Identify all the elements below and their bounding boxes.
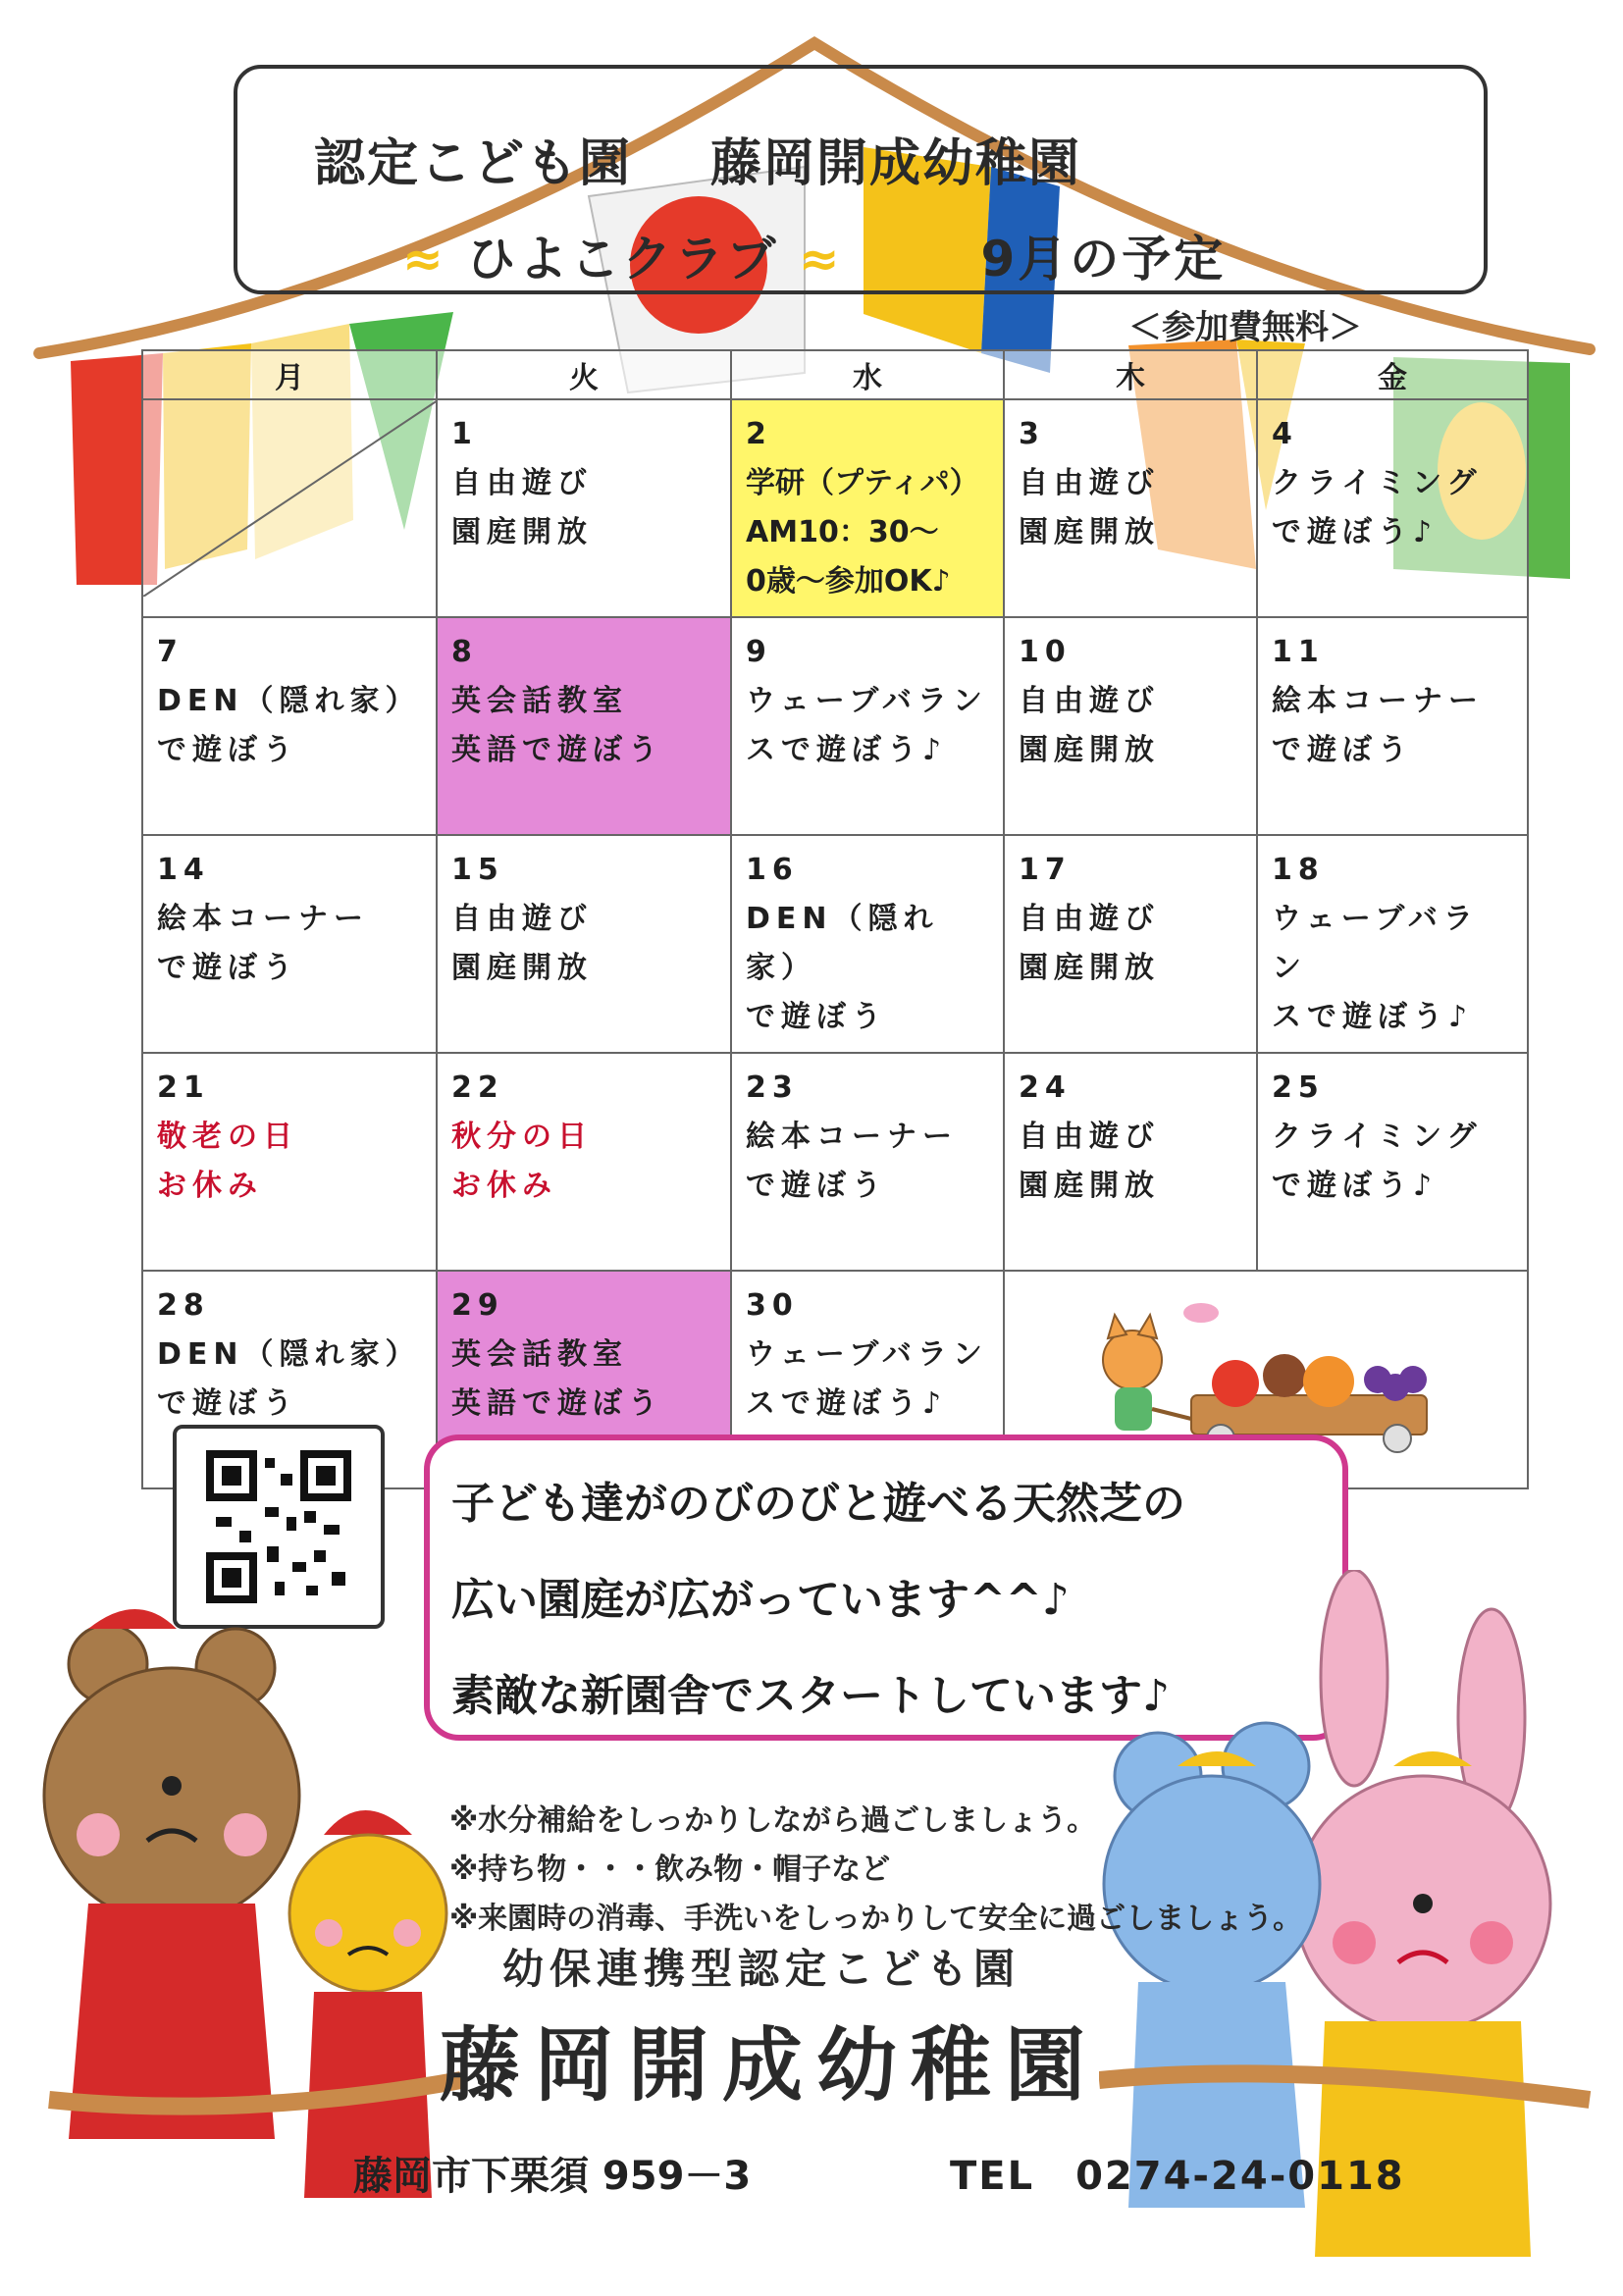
event-line: 自由遊び <box>451 902 593 936</box>
day-number: 3 <box>1019 417 1045 451</box>
event-line: 0歳～参加OK♪ <box>746 564 951 599</box>
calendar-day-cell <box>731 835 1004 1053</box>
event-line: で遊ぼう <box>746 1169 887 1203</box>
event-line: DEN（隠れ家） <box>157 1337 421 1372</box>
day-number: 10 <box>1019 635 1072 669</box>
calendar-day-cell <box>1257 835 1528 1053</box>
calendar-day-cell <box>1004 1053 1257 1271</box>
calendar-week-row <box>142 835 1528 1053</box>
event-line: スで遊ぼう♪ <box>746 1386 948 1421</box>
event-line: 自由遊び <box>1019 1120 1160 1154</box>
day-number: 7 <box>157 635 183 669</box>
note-line: ※持ち物・・・飲み物・帽子など <box>449 1852 891 1887</box>
event-line: 園庭開放 <box>1019 1169 1160 1203</box>
event-line: で遊ぼう <box>157 951 298 985</box>
event-line: ウェーブバラン <box>746 1337 988 1372</box>
event-line: 園庭開放 <box>451 515 593 549</box>
club-name: ひよこクラブ <box>466 231 779 287</box>
event-line: AM10：30～ <box>746 515 939 549</box>
calendar-week-row <box>142 617 1528 835</box>
event-line: 自由遊び <box>1019 902 1160 936</box>
calendar-day-cell <box>142 835 437 1053</box>
event-line: 英語で遊ぼう <box>451 733 663 767</box>
calendar-day-cell <box>142 617 437 835</box>
holiday-line: お休み <box>451 1169 557 1203</box>
header-subtitle <box>402 220 1226 290</box>
calendar-week-row <box>142 399 1528 617</box>
school-name: 藤岡開成幼稚園 <box>710 134 1082 193</box>
event-line: で遊ぼう♪ <box>1272 1169 1439 1203</box>
calendar-day-cell <box>1004 399 1257 617</box>
calendar-day-cell <box>1004 617 1257 835</box>
message-line: 子ども達がのびのびと遊べる天然芝の <box>451 1479 1185 1529</box>
weekday-header-row <box>142 350 1528 399</box>
event-line: 園庭開放 <box>1019 515 1160 549</box>
day-number: 18 <box>1272 853 1325 887</box>
day-number: 28 <box>157 1288 210 1323</box>
day-number: 9 <box>746 635 772 669</box>
day-number: 24 <box>1019 1070 1072 1105</box>
event-line: 自由遊び <box>1019 466 1160 500</box>
day-number: 14 <box>157 853 210 887</box>
day-number: 21 <box>157 1070 210 1105</box>
event-line: 絵本コーナー <box>746 1120 958 1154</box>
message-line: 素敵な新園舎でスタートしています♪ <box>451 1671 1171 1721</box>
holiday-line: 秋分の日 <box>451 1120 593 1154</box>
event-line: 英語で遊ぼう <box>451 1386 663 1421</box>
weekday-header: 金 <box>1257 350 1528 399</box>
event-line: DEN（隠れ家） <box>157 684 421 718</box>
event-line: で遊ぼう♪ <box>1272 515 1439 549</box>
day-number: 2 <box>746 417 772 451</box>
day-number: 22 <box>451 1070 504 1105</box>
day-number: 25 <box>1272 1070 1325 1105</box>
calendar-week-row <box>142 1053 1528 1271</box>
empty-day-cell <box>142 399 437 617</box>
note-line: ※水分補給をしっかりしながら過ごしましょう。 <box>449 1803 1097 1838</box>
calendar-day-cell <box>142 1053 437 1271</box>
day-number: 29 <box>451 1288 504 1323</box>
day-number: 30 <box>746 1288 799 1323</box>
day-number: 17 <box>1019 853 1072 887</box>
calendar-table <box>141 349 1529 1489</box>
day-number: 4 <box>1272 417 1298 451</box>
event-line: スで遊ぼう♪ <box>746 733 948 767</box>
calendar-day-cell-highlight <box>731 399 1004 617</box>
event-line: クライミング <box>1272 466 1483 500</box>
weekday-header: 火 <box>437 350 731 399</box>
event-line: 絵本コーナー <box>1272 684 1484 718</box>
calendar-day-cell <box>731 1053 1004 1271</box>
event-line: 学研（プティパ） <box>746 466 979 500</box>
event-line: 園庭開放 <box>1019 733 1160 767</box>
header-title <box>314 122 1081 195</box>
event-line: 自由遊び <box>451 466 593 500</box>
calendar-day-cell <box>1257 617 1528 835</box>
calendar-day-cell <box>1257 1053 1528 1271</box>
footer-school-type: 幼保連携型認定こども園 <box>502 1945 1021 1993</box>
phone-number[interactable]: TEL 0274-24-0118 <box>950 2154 1405 2199</box>
event-line: で遊ぼう <box>157 733 298 767</box>
calendar-day-cell <box>1257 399 1528 617</box>
event-line: ウェーブバラン <box>746 684 988 718</box>
fish-icon: ≈ <box>798 231 843 287</box>
calendar-day-cell <box>731 617 1004 835</box>
weekday-header: 水 <box>731 350 1004 399</box>
address: 藤岡市下栗須 959－3 <box>353 2154 752 2199</box>
event-line: ウェーブバラン <box>1272 902 1479 985</box>
holiday-line: 敬老の日 <box>157 1120 298 1154</box>
event-line: 英会話教室 <box>451 684 628 718</box>
day-number: 1 <box>451 417 478 451</box>
event-line: スで遊ぼう♪ <box>1272 1000 1474 1034</box>
diagonal-line <box>143 400 438 597</box>
footer-school-name: 藤岡開成幼稚園 <box>440 2019 1100 2113</box>
event-line: 自由遊び <box>1019 684 1160 718</box>
calendar-day-cell-highlight <box>437 617 731 835</box>
calendar-day-cell <box>1004 835 1257 1053</box>
note-line: ※来園時の消毒、手洗いをしっかりして安全に過ごしましょう。 <box>449 1902 1303 1936</box>
holiday-line: お休み <box>157 1169 263 1203</box>
day-number: 11 <box>1272 635 1325 669</box>
month-schedule: 9月の予定 <box>980 231 1227 287</box>
event-line: 絵本コーナー <box>157 902 369 936</box>
school-type: 認定こども園 <box>314 134 633 193</box>
event-line: で遊ぼう <box>746 1000 887 1034</box>
calendar-day-cell <box>437 835 731 1053</box>
event-line: 園庭開放 <box>451 951 593 985</box>
event-line: で遊ぼう <box>1272 733 1413 767</box>
day-number: 16 <box>746 853 799 887</box>
fee-note: ＜参加費無料＞ <box>1128 308 1362 347</box>
weekday-header: 月 <box>142 350 437 399</box>
calendar-day-cell <box>437 1053 731 1271</box>
event-line: で遊ぼう <box>157 1386 298 1421</box>
day-number: 8 <box>451 635 478 669</box>
fish-icon: ≈ <box>402 231 446 287</box>
event-line: DEN（隠れ家） <box>746 902 939 985</box>
day-number: 15 <box>451 853 504 887</box>
message-line: 広い園庭が広がっています^^♪ <box>451 1575 1070 1625</box>
event-line: 英会話教室 <box>451 1337 628 1372</box>
day-number: 23 <box>746 1070 799 1105</box>
event-line: クライミング <box>1272 1120 1483 1154</box>
event-line: 園庭開放 <box>1019 951 1160 985</box>
weekday-header: 木 <box>1004 350 1257 399</box>
calendar-day-cell <box>437 399 731 617</box>
